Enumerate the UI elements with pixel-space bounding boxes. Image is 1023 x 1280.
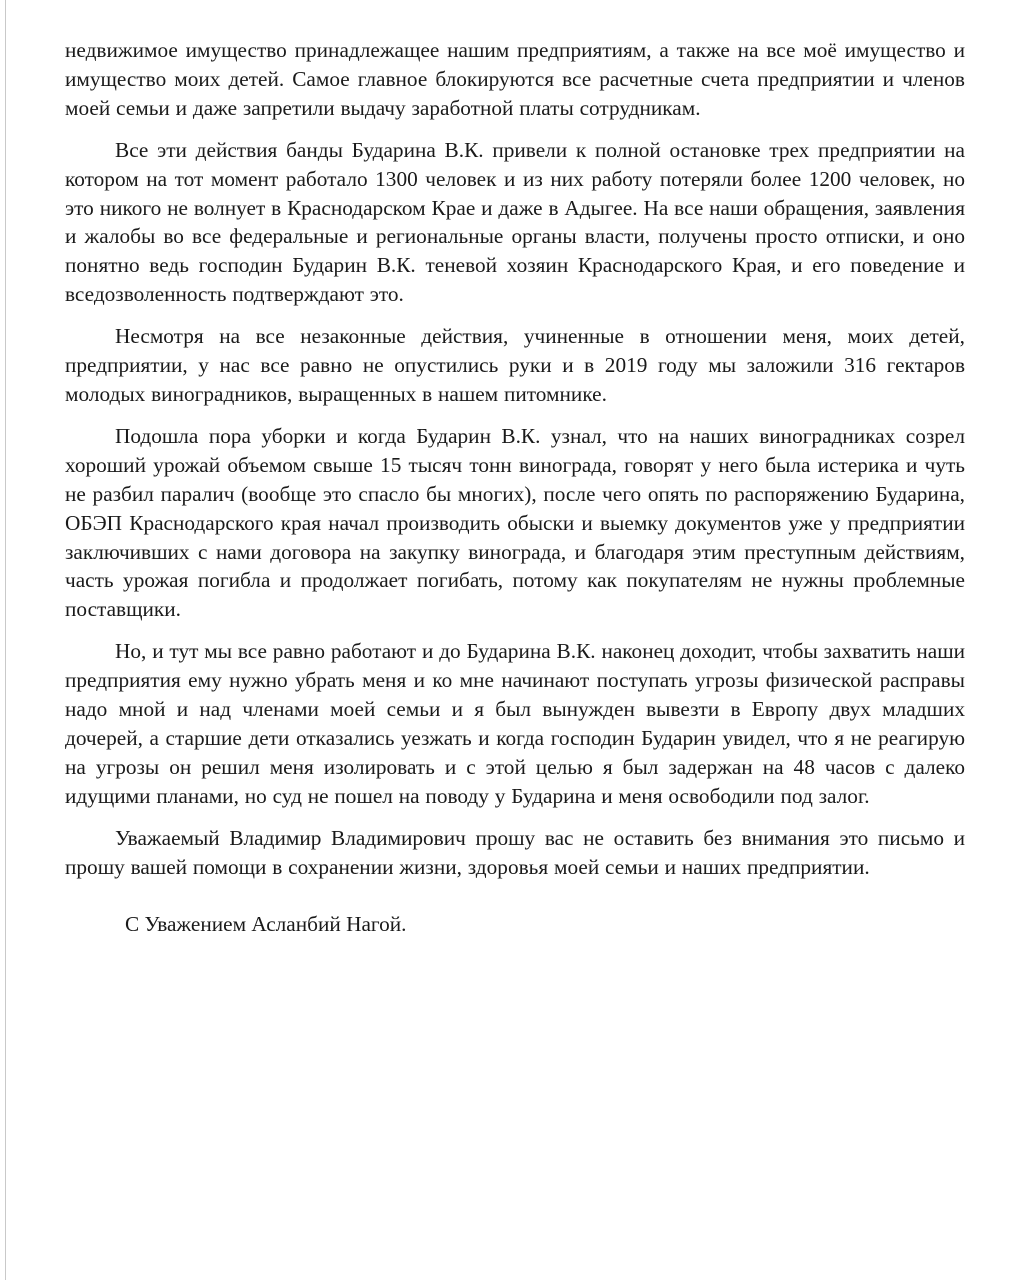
paragraph-5: Но, и тут мы все равно работают и до Бударина В.К. наконец доходит, чтобы захватить наши предприятия ему нужно убрать меня и ко мне начинают поступать угрозы физической расправы надо мной и над членами моей семьи и я был вынужден вывезти в Европу двух младших дочерей, а старшие дети отказались уезжать и когда господин Бударин увидел, что я не реагирую на угрозы он решил меня изолировать и с этой целью я был задержан на 48 часов с далеко идущими планами, но суд не пошел на поводу у Бударина и меня освободили под залог. <box>65 639 965 808</box>
paragraph-1: недвижимое имущество принадлежащее нашим предприятиям, а также на все моё имущество и имущество моих детей. Самое главное блокируются все расчетные счета предприятии и членов моей семьи и даже запретили выдачу заработной платы сотрудникам. <box>65 38 965 120</box>
paragraph-6: Уважаемый Владимир Владимирович прошу вас не оставить без внимания это письмо и прошу вашей помощи в сохранении жизни, здоровья моей семьи и наших предприятии. <box>65 825 965 879</box>
signature: С Уважением Асланбий Нагой. <box>125 912 407 937</box>
page-edge-line <box>5 0 6 1280</box>
paragraph-4: Подошла пора уборки и когда Бударин В.К. узнал, что на наших виноградниках созрел хороший урожай объемом свыше 15 тысяч тонн винограда, говорят у него была истерика и чуть не разбил паралич (вообще это спасло бы многих), после чего опять по распоряжению Бударина, ОБЭП Краснодарского края начал производить обыски и выемку документов уже у предприятии заключивших с нами договора на закупку винограда, и благодаря этим преступным действиям, часть урожая погибла и продолжает погибать, потому как покупателям не нужны проблемные поставщики. <box>65 423 965 622</box>
letter-body <box>65 36 965 939</box>
paragraph-3: Несмотря на все незаконные действия, учиненные в отношении меня, моих детей, предприятии, у нас все равно не опустились руки и в 2019 году мы заложили 316 гектаров молодых виноградников, выращенных в нашем питомнике. <box>65 324 965 406</box>
paragraph-2: Все эти действия банды Бударина В.К. привели к полной остановке трех предприятии на котором на тот момент работало 1300 человек и из них работу потеряли более 1200 человек, но это никого не волнует в Краснодарском Крае и даже в Адыгее. На все наши обращения, заявления и жалобы во все федеральные и региональные органы власти, получены просто отписки, и оно понятно ведь господин Бударин В.К. теневой хозяин Краснодарского Края, и его поведение и вседозволенность подтверждают это. <box>65 137 965 307</box>
